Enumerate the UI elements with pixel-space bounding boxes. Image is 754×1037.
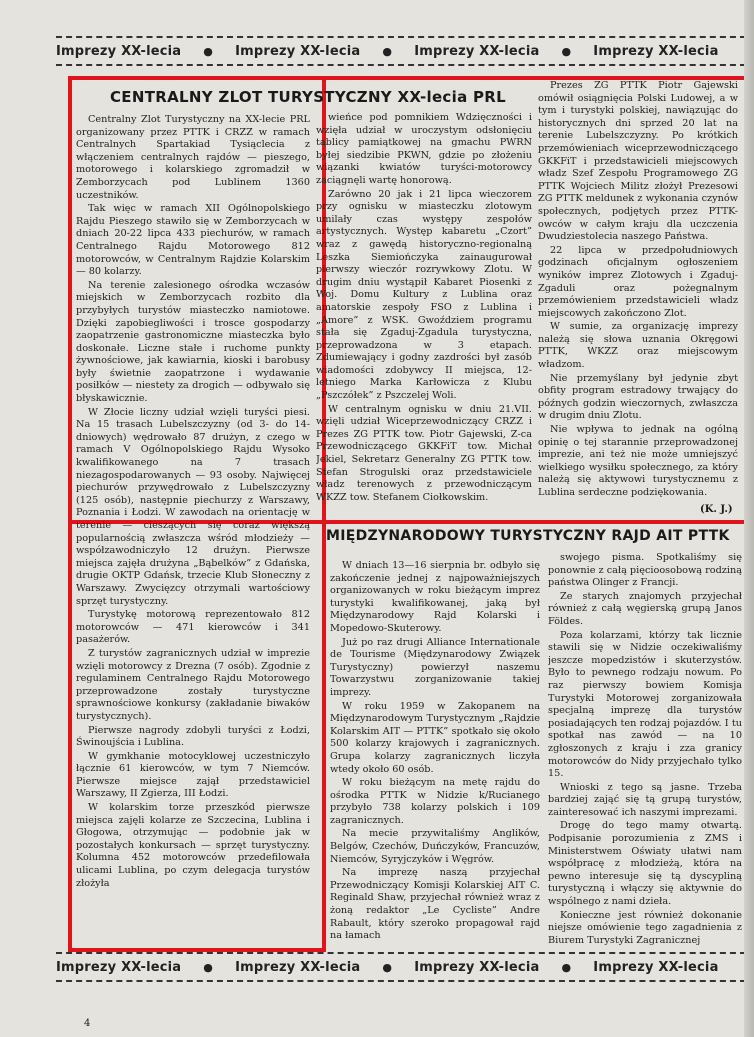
- paragraph: Pierwsze nagrody zdobyli turyści z Łodzi, Świnoujścia i Lublina.: [76, 724, 310, 749]
- paragraph: 22 lipca w przedpołudniowych godzinach oficjalnym ogłoszeniem wyników imprez Zlotowych i Zgaduj-Zgaduli oraz pożegnalnym przemówieniem przedstawicieli władz miejscowych zakończono Zlot.: [538, 244, 738, 319]
- bullet-icon: ●: [382, 44, 393, 58]
- paragraph: W kolarskim torze przeszkód pierwsze miejsca zajęli kolarze ze Szczecina, Lublina i Głogowa, otrzymując — podobnie jak w pozostałych konkursach — sprzęt turystyczny. Kolumna 452 motorowców przedefilowała ulicami Lublina, po czym delegacja turystów złożyła: [76, 802, 310, 889]
- bullet-icon: ●: [203, 960, 214, 974]
- paragraph: Nie wpływa to jednak na ogólną opinię o tej starannie przeprowadzonej imprezie, ani też nie może umniejszyć wielkiego wysiłku społecznego, za który należą się aktywowi turystycznemu z Lublina serdeczne podziękowania.: [538, 424, 738, 498]
- page-spine: [744, 0, 754, 1037]
- article1-column-1: [76, 114, 310, 946]
- banner-bottom: [56, 952, 746, 982]
- article1-column-2: [316, 112, 532, 520]
- banner-item: Imprezy XX-lecia: [56, 43, 182, 59]
- paragraph: Wnioski z tego są jasne. Trzeba bardziej zająć się tą grupą turystów, zainteresować ich naszymi imprezami.: [548, 781, 742, 818]
- paragraph: Na terenie zalesionego ośrodka wczasów miejskich w Zemborzycach rozbito dla przybyłych turystów miasteczko namiotowe. Dzięki zapobiegliwości i trosce gospodarzy zaopatrzenie gastronomiczne miasteczka było doskonałe. Liczne stałe i ruchome punkty żywnościowe, jak kawiarnia, kioski i barobusy były świetnie zaopatrzone i wydawanie posiłków — niestety za drogich — odbywało się błyskawicznie.: [76, 279, 310, 405]
- paragraph: W sumie, za organizację imprezy należą się słowa uznania Okręgowi PTTK, WKZZ oraz miejscowym władzom.: [538, 321, 738, 371]
- paragraph: W roku 1959 w Zakopanem na Międzynarodowym Turystycznym „Rajdzie Kolarskim AIT — PTTK” spotkało się około 500 kolarzy krajowych i zagranicznych. Grupa kolarzy zagranicznych liczyła wtedy około 60 osób.: [330, 700, 540, 775]
- bullet-icon: ●: [382, 960, 393, 974]
- paragraph: Na mecie przywitaliśmy Anglików, Belgów, Czechów, Duńczyków, Francuzów, Niemców, Syryjczyków i Węgrów.: [330, 828, 540, 865]
- page-number: 4: [84, 1018, 91, 1029]
- paragraph: Już po raz drugi Alliance Internationale de Tourisme (Międzynarodowy Związek Turystyczny) powierzył naszemu Towarzystwu zorganizowanie takiej imprezy.: [330, 636, 540, 698]
- paragraph: Centralny Zlot Turystyczny na XX-lecie PRL organizowany przez PTTK i CRZZ w ramach Centralnych Spartakiad Tysiąclecia z włączeniem centralnych rajdów — pieszego, motorowego i kolarskiego zgromadził w Zemborzycach pod Lublinem 1360 uczestników.: [76, 114, 310, 201]
- paragraph: Zarówno 20 jak i 21 lipca wieczorem przy ognisku w miasteczku zlotowym umilały czas występy zespołów artystycznych. Występ kabaretu „Czort” wraz z gawędą historyczno-regionalną Leszka Siemiończyka zainaugurował pierwszy wieczór rozrywkowy Zlotu. W drugim dniu wystąpił Kabaret Piosenki z Woj. Domu Kultury z Lublina oraz amatorskie zespoły FSO z Lublina i „Amore” z WSK. Gwoździem programu stała się Zgaduj-Zgadula turystyczna, przeprowadzona w 3 etapach. Zdumiewający i godny zazdrości był zasób wiadomości zdobywcy II miejsca, 12-letniego Marka Karłowicza z Klubu „Pszczółek” z Pszczelej Woli.: [316, 188, 532, 402]
- article1-column-3: [538, 80, 738, 498]
- bullet-icon: ●: [561, 44, 572, 58]
- banner-item: Imprezy XX-lecia: [414, 959, 540, 975]
- bullet-icon: ●: [561, 960, 572, 974]
- banner-item: Imprezy XX-lecia: [593, 43, 719, 59]
- paragraph: W Złocie liczny udział wzięli turyści piesi. Na 15 trasach Lubelszczyzny (od 3- do 14-dniowych) wędrowało 87 drużyn, z czego w ramach V Ogólnopolskiego Rajdu Wysoko kwalifikowanego na 7 trasach niezagospodarowanych — 93 osoby. Najwięcej piechurów przywędrowało z Lubelszczyzny (125 osób), następnie piechurzy z Warszawy, Poznania i Łodzi. W zawodach na orientację w terenie — cieszących się coraz większą popularnością zwłaszcza wśród młodzieży — współzawodniczyło 12 drużyn. Pierwsze miejsca zajęła drużyna „Bąbelków” z Gdańska, drugie OKTP Gdańsk, trzecie Klub Słoneczny z Warszawy. Zwycięzcy otrzymali wartościowy sprzęt turystyczny.: [76, 406, 310, 607]
- article1-title: CENTRALNY ZLOT TURYSTYCZNY XX-lecia PRL: [110, 88, 507, 106]
- paragraph: Poza kolarzami, którzy tak licznie stawili się w Nidzie oczekiwaliśmy jeszcze mopedzistów i skuterzystów. Było to pewnego rodzaju nowum. Po raz pierwszy bowiem Komisja Turystyki Motorowej zorganizowała specjalną imprezę dla turystów posiadających ten rodzaj pojazdów. I tu spotkał nas zawód — na 10 zgłoszonych z kraju i zza granicy motorowców do Nidy przyjechało tylko 15.: [548, 629, 742, 780]
- paragraph: wieńce pod pomnikiem Wdzięczności i wzięła udział w uroczystym odsłonięciu tablicy pamiątkowej na gmachu PWRN byłej siedzibie PKWN, gdzie po złożeniu wiązanki kwiatów turyści-motorowcy zaciągnęli wartę honorową.: [316, 112, 532, 186]
- paragraph: Nie przemyślany był jedynie zbyt obfity program estradowy trwający do późnych godzin wieczornych, zwłaszcza w drugim dniu Zlotu.: [538, 372, 738, 422]
- article2-column-1: [330, 560, 540, 948]
- banner-item: Imprezy XX-lecia: [235, 43, 361, 59]
- banner-item: Imprezy XX-lecia: [235, 959, 361, 975]
- paragraph: Na imprezę naszą przyjechał Przewodniczący Komisji Kolarskiej AIT C. Reginald Shaw, przyjechał również wraz z żoną redaktor „Le Cycliste” Andre Rabault, który szeroko propagował rajd na łamach: [330, 867, 540, 942]
- article1-signature: (K. J.): [700, 504, 733, 515]
- paragraph: Turystykę motorową reprezentowało 812 motorowców — 471 kierowców i 341 pasażerów.: [76, 609, 310, 646]
- paragraph: swojego pisma. Spotkaliśmy się ponownie z całą pięcioosobową rodziną państwa Olinger z Francji.: [548, 552, 742, 589]
- paragraph: Drogę do tego mamy otwartą. Podpisanie porozumienia z ZMS i Ministerstwem Oświaty ułatwi nam współpracę z młodzieżą, która na pewno interesuje się tą dyscypliną turystyczną i włączy się aktywnie do wspólnego z nami dzieła.: [548, 820, 742, 908]
- paragraph: Prezes ZG PTTK Piotr Gajewski omówił osiągnięcia Polski Ludowej, a w tym i turystyki polskiej, nawiązując do historycznych dni sprzed 20 lat na terenie Lubelszczyzny. Po krótkich przemówieniach wiceprzewodniczącego GKKFiT i przedstawicieli miejscowych władz Szef Zespołu Programowego ZG PTTK Wojciech Militz złożył Prezesowi ZG PTTK meldunek z wykonania czynów społecznych, podjętych przez PTTK-owców w całym kraju dla uczczenia Dwudziestolecia naszego Państwa.: [538, 80, 738, 243]
- paragraph: W centralnym ognisku w dniu 21.VII. wzięli udział Wiceprzewodniczący CRZZ i Prezes ZG PTTK tow. Piotr Gajewski, Z-ca Przewodniczącego GKKFiT tow. Michał Jekiel, Sekretarz Generalny ZG PTTK tow. Stefan Strogulski oraz przedstawiciele władz terenowych z przewodniczącym WKZZ tow. Stefanem Ciołkowskim.: [316, 403, 532, 503]
- paragraph: W dniach 13—16 sierpnia br. odbyło się zakończenie jednej z najpoważniejszych organizowanych w roku bieżącym imprez turystyki kwalifikowanej, jaką był Międzynarodowy Rajd Kolarski i Mopedowo-Skuterowy.: [330, 560, 540, 634]
- paragraph: Z turystów zagranicznych udział w imprezie wzięli motorowcy z Drezna (7 osób). Zgodnie z regulaminem Centralnego Rajdu Motorowego przeprowadzone zostały turystyczne sprawnościowe konkursy (zakładanie biwaków turystycznych).: [76, 647, 310, 722]
- bullet-icon: ●: [203, 44, 214, 58]
- article2-column-2: [548, 552, 742, 948]
- paragraph: W roku bieżącym na metę rajdu do ośrodka PTTK w Nidzie k/Rucianego przybyło 738 kolarzy polskich i 109 zagranicznych.: [330, 777, 540, 826]
- paragraph: W gymkhanie motocyklowej uczestniczyło łącznie 61 kierowców, w tym 7 Niemców. Pierwsze miejsce zajął przedstawiciel Warszawy, II Zgierza, III Łodzi.: [76, 750, 310, 800]
- paragraph: Ze starych znajomych przyjechał również z całą węgierską grupą Janos Földes.: [548, 590, 742, 627]
- article2-title: MIĘDZYNARODOWY TURYSTYCZNY RAJD AIT PTTK: [326, 528, 730, 544]
- banner-item: Imprezy XX-lecia: [593, 959, 719, 975]
- paragraph: Konieczne jest również dokonanie niejsze omówienie tego zagadnienia z Biurem Turystyki Zagranicznej: [548, 909, 742, 946]
- paragraph: Tak więc w ramach XII Ogólnopolskiego Rajdu Pieszego stawiło się w Zemborzycach w dniach 20-22 lipca 433 piechurów, w ramach Centralnego Rajdu Motorowego 812 motorowców, w Centralnym Rajdzie Kolarskim — 80 kolarzy.: [76, 203, 310, 278]
- banner-item: Imprezy XX-lecia: [414, 43, 540, 59]
- banner-top: [56, 36, 746, 66]
- banner-item: Imprezy XX-lecia: [56, 959, 182, 975]
